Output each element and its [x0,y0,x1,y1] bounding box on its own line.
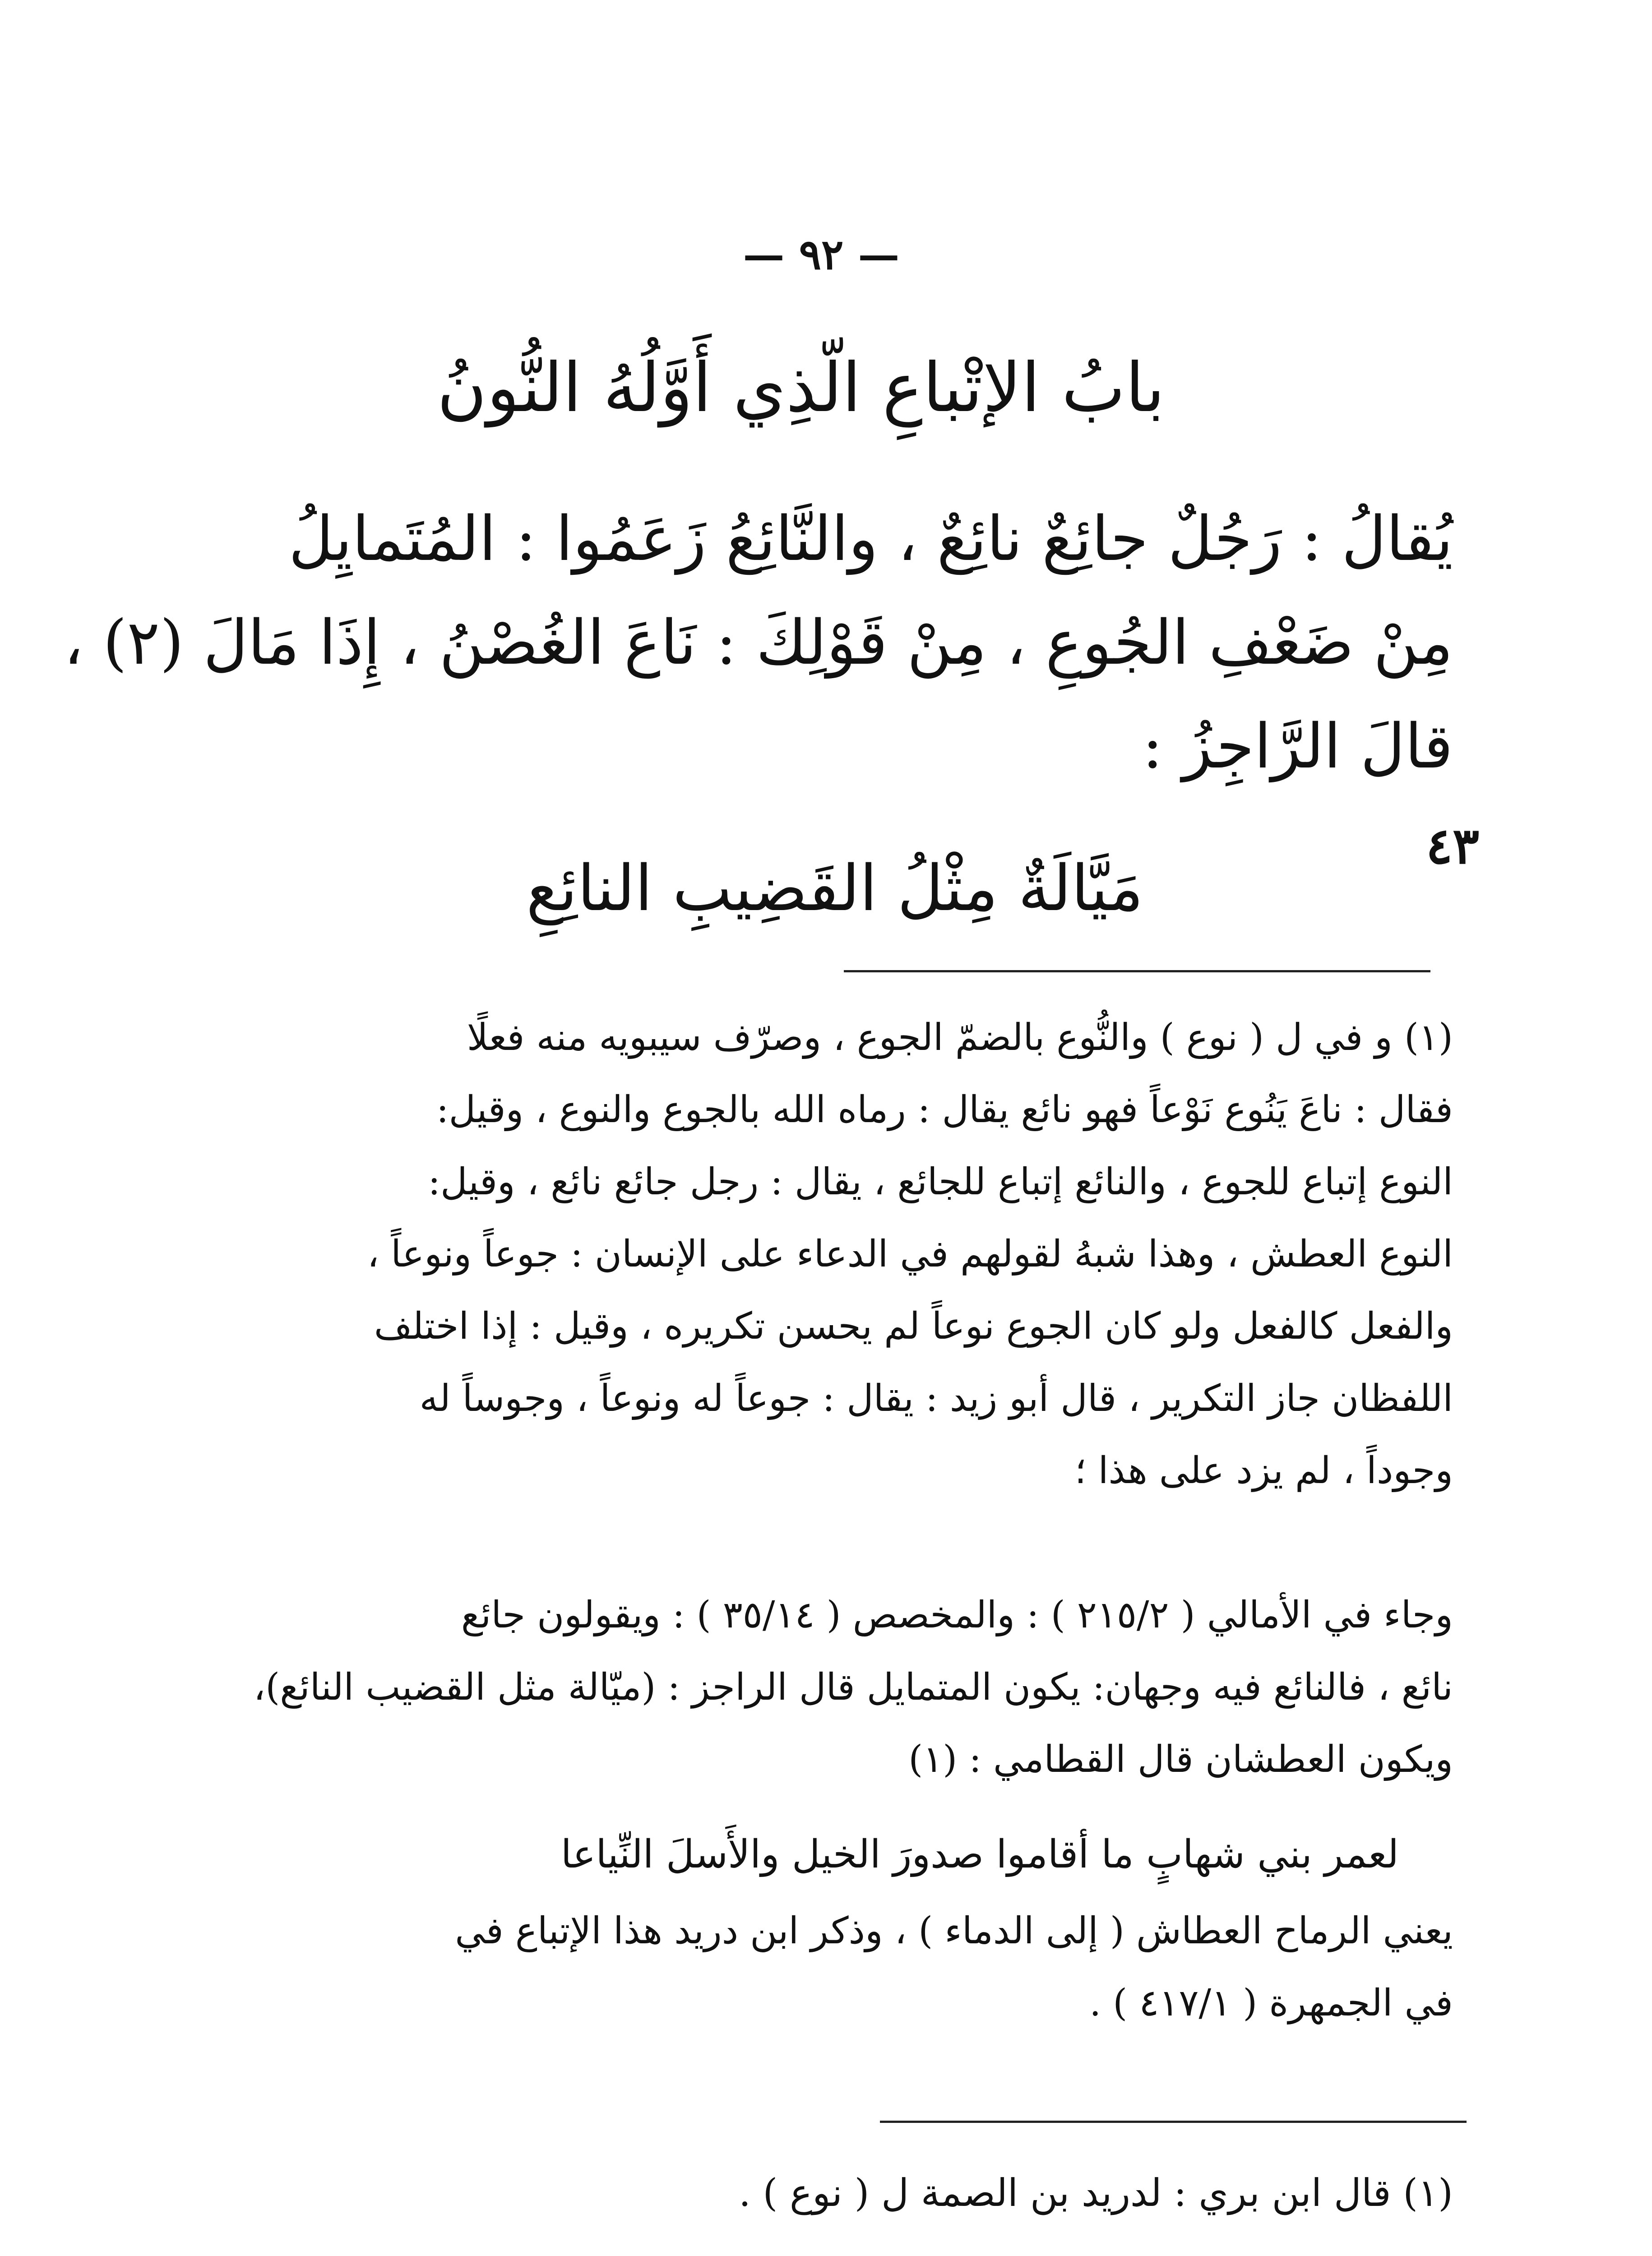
footnote-block [235,1579,1453,1796]
entry-text [64,487,1453,799]
footnote-line: في الجمهرة ( ٤١٧/١ ) . [1089,1982,1453,2025]
footnote-verse: لعمر بني شهابٍ ما أقاموا صدورَ الخيل والأَسلَ النِّياعا [560,1832,1399,1877]
footnote-line: (١) و في ل ( نوع ) والنُّوع بالضمّ الجوع ، وصرّف سيبويه منه فعلًا [467,1016,1453,1059]
footnote-divider [844,970,1430,972]
page-number: — ٩٢ — [743,230,900,279]
footnote-line: ويكون العطشان قال القطامي : (١) [908,1738,1453,1781]
footnote-divider [880,2121,1467,2123]
entry-line: يُقالُ : رَجُلٌ جائِعٌ نائِعٌ ، والنَّائِعُ زَعَمُوا : المُتَمايِلُ [288,504,1453,575]
footnote-line: النوع إتباع للجوع ، والنائع إتباع للجائع ، يقال : رجل جائع نائع ، وقيل: [428,1160,1453,1203]
marginal-number: ٤٣ [1426,817,1480,875]
footnote-line: نائع ، فالنائع فيه وجهان: يكون المتمايل قال الراجز : (ميّالة مثل القضيب النائع)، [253,1666,1453,1709]
footnote-line: اللفظان جاز التكرير ، قال أبو زيد : يقال : جوعاً له ونوعاً ، وجوساً له [419,1377,1453,1420]
chapter-title: بابُ الإتْباعِ الّذِي أَوَّلُهُ النُّونُ [437,349,1165,427]
bottom-footnote: (١) قال ابن بري : لدريد بن الصمة ل ( نوع ) . [739,2171,1453,2215]
footnote-block [235,1895,1453,2039]
entry-line: قالَ الرَّاجِزُ : [1142,711,1453,782]
footnote-line: يعني الرماح العطاش ( إلى الدماء ) ، وذكر ابن دريد هذا الإتباع في [455,1909,1453,1952]
footnote-block [235,1002,1453,1507]
verse-line: مَيَّالَةٌ مِثْلُ القَضِيبِ النائِعِ [526,852,1143,925]
footnote-line: وجاء في الأمالي ( ٢١٥/٢ ) : والمخصص ( ٣٥/١٤ ) : ويقولون جائع [461,1594,1453,1637]
footnote-line: وجوداً ، لم يزد على هذا ؛ [1074,1449,1453,1492]
footnote-line: النوع العطش ، وهذا شبهُ لقولهم في الدعاء على الإنسان : جوعاً ونوعاً ، [367,1233,1453,1276]
entry-line: مِنْ ضَعْفِ الجُوعِ ، مِنْ قَوْلِكَ : نَاعَ الغُصْنُ ، إِذَا مَالَ (٢) ، [64,607,1453,679]
footnote-line: فقال : ناعَ يَنُوع نَوْعاً فهو نائع يقال : رماه الله بالجوع والنوع ، وقيل: [436,1088,1453,1131]
footnote-line: والفعل كالفعل ولو كان الجوع نوعاً لم يحسن تكريره ، وقيل : إذا اختلف [374,1305,1453,1348]
